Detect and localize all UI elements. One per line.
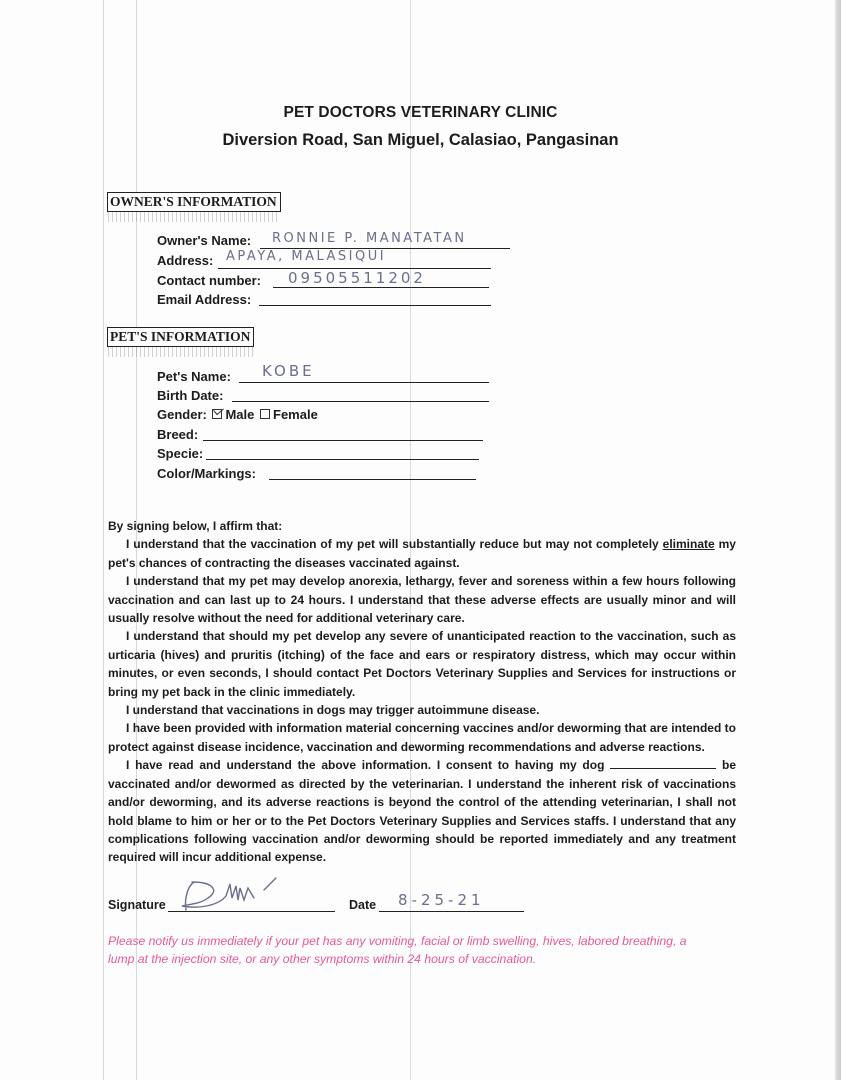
pet-name-line <box>239 382 489 383</box>
consent-intro: By signing below, I affirm that: <box>108 519 283 533</box>
breed-label: Breed: <box>157 427 199 442</box>
pet-name-label: Pet's Name: <box>157 369 231 384</box>
specie-label: Specie: <box>157 446 204 461</box>
pet-name-value[interactable]: KOBE <box>262 362 315 380</box>
contact-value[interactable]: 09505511202 <box>288 269 426 287</box>
scan-line <box>103 0 104 1080</box>
owner-name-value[interactable]: RONNIE P. MANATATAN <box>272 231 467 246</box>
clinic-address: Diversion Road, San Miguel, Calasiao, Pangasinan <box>222 131 619 149</box>
male-option-label: Male <box>225 407 255 422</box>
contact-line <box>273 287 489 288</box>
male-checkbox[interactable] <box>212 409 222 419</box>
date-label: Date <box>349 898 377 912</box>
vaccination-notice: Please notify us immediately if your pet has any vomiting, facial or limb swelling, hives, labored breathing, a lump at the injection site, or any other symptoms within 24 hours of vaccination. <box>108 934 687 966</box>
consent-paragraph: I have read and understand the above information. I consent to having my dog be vaccinated and/or dewormed as directed by the veterinarian. I understand the inherent risk of vaccinations and/or deworming, and its adverse reactions is beyond the control of the attending veterinarian, I shall not hold blame to him or her or to the Pet Doctors Veterinary Supplies and Services staffs. I understand that any complications following vaccination and/or deworming should be reported immediately and any treatment required will incur additional expense. <box>108 758 736 865</box>
birth-date-line <box>232 401 489 402</box>
address-label: Address: <box>157 253 214 268</box>
consent-paragraph: I understand that vaccinations in dogs may trigger autoimmune disease. <box>126 703 540 718</box>
pet-section-title: PET'S INFORMATION <box>107 327 254 347</box>
consent-paragraph: I understand that my pet may develop anorexia, lethargy, fever and soreness within a few hours following vaccination and can last up to 24 hours. I understand that these adverse effects are usually minor and will usually resolve without the need for additional veterinary care. <box>108 574 736 626</box>
gender-label: Gender: <box>157 407 207 422</box>
consent-paragraph: I understand that should my pet develop any severe of unanticipated reaction to the vaccination, such as urticaria (hives) and pruritis (itching) of the face and ears or respiratory distress, which may occur within minutes, or even seconds, I should contact Pet Doctors Veterinary Supplies and Services for instructions or bring my pet back in the clinic immediately. <box>108 629 736 699</box>
female-checkbox[interactable] <box>260 409 270 419</box>
signature-label: Signature <box>108 898 166 912</box>
consent-paragraph: I have been provided with information material concerning vaccines and/or deworming that are intended to protect against disease incidence, vaccination and deworming recommendations and adverse reactions. <box>108 721 736 754</box>
birth-date-label: Birth Date: <box>157 388 224 403</box>
address-value[interactable]: APAYA, MALASIQUI <box>226 249 387 264</box>
clinic-name: PET DOCTORS VETERINARY CLINIC <box>283 104 558 121</box>
signature-drawing <box>168 876 308 916</box>
page-edge <box>835 0 841 1080</box>
specie-line <box>206 459 479 460</box>
dog-name-blank[interactable] <box>610 758 716 769</box>
contact-label: Contact number: <box>157 273 261 288</box>
email-line <box>259 305 491 306</box>
consent-text <box>108 517 736 867</box>
breed-line <box>203 440 483 441</box>
owner-name-label: Owner's Name: <box>157 233 252 248</box>
date-line <box>379 911 524 912</box>
consent-paragraph: I understand that the vaccination of my pet will substantially reduce but may not completely eliminate my pet's chances of contracting the diseases vaccinated against. <box>108 537 736 570</box>
gender-row <box>157 407 318 422</box>
female-option-label: Female <box>273 407 318 422</box>
color-markings-label: Color/Markings: <box>157 466 256 481</box>
date-value[interactable]: 8-25-21 <box>398 891 485 909</box>
owner-section-title: OWNER'S INFORMATION <box>107 192 281 212</box>
email-label: Email Address: <box>157 292 252 307</box>
color-markings-line <box>269 479 476 480</box>
